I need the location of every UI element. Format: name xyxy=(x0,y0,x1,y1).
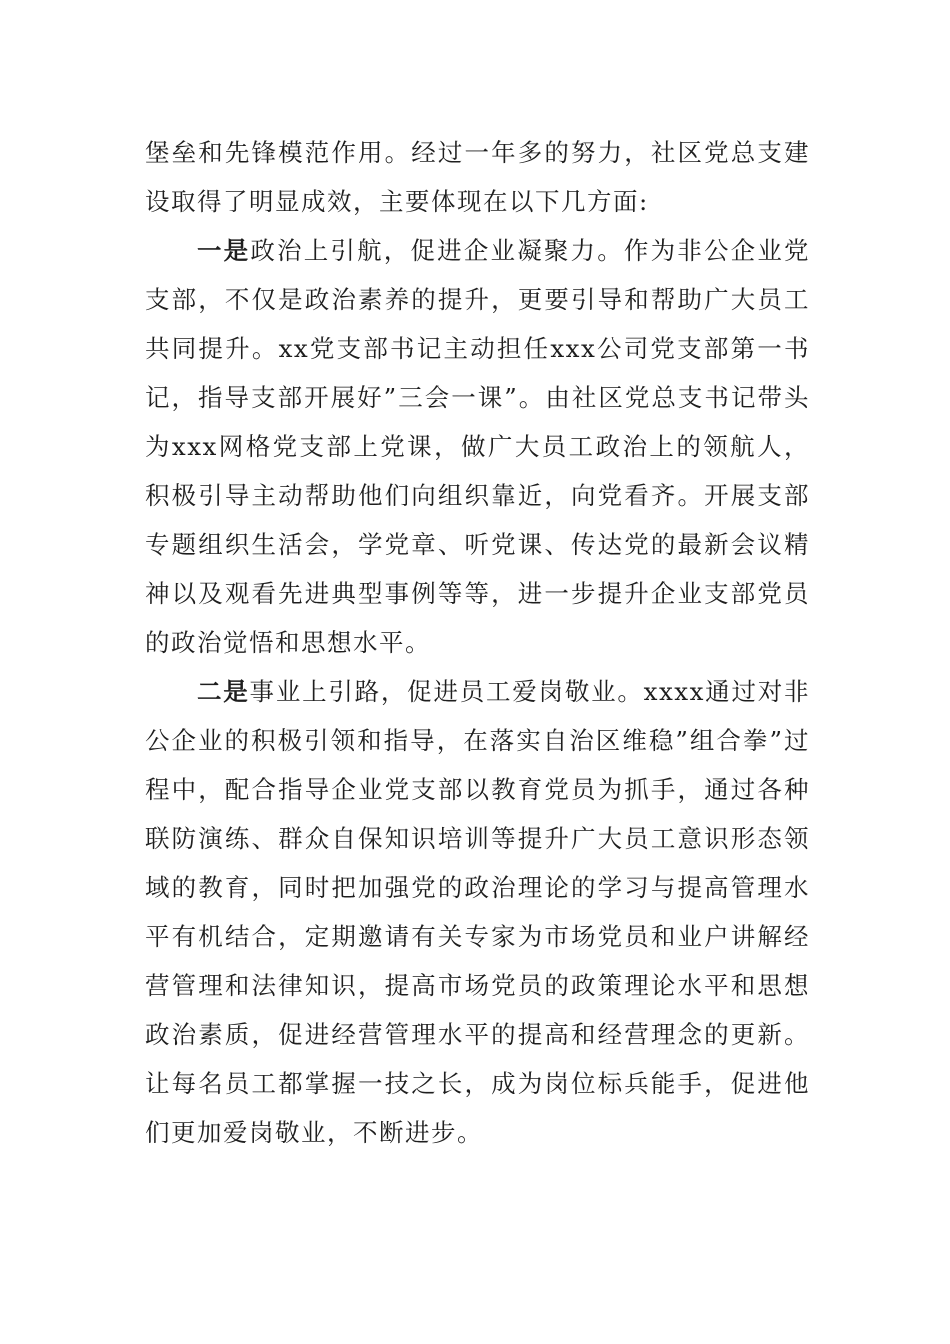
paragraph-intro xyxy=(145,128,810,226)
paragraph-point-one xyxy=(145,226,810,667)
paragraph-point-two xyxy=(145,667,810,1157)
document-body xyxy=(145,128,810,1157)
paragraph-point-two-text: 事业上引路，促进员工爱岗敬业。xxxx通过对非公企业的积极引领和指导，在落实自治区维稳”组合拳”过程中，配合指导企业党支部以教育党员为抓手，通过各种联防演练、群众自保知识培训等提升广大员工意识形态领域的教育，同时把加强党的政治理论的学习与提高管理水平有机结合，定期邀请有关专家为市场党员和业户讲解经营管理和法律知识，提高市场党员的政策理论水平和思想政治素质，促进经营管理水平的提高和经营理念的更新。让每名员工都掌握一技之长，成为岗位标兵能手，促进他们更加爱岗敬业，不断进步。 xyxy=(145,677,810,1147)
paragraph-point-one-lead: 一是 xyxy=(197,236,251,265)
paragraph-intro-text: 堡垒和先锋模范作用。经过一年多的努力，社区党总支建设取得了明显成效，主要体现在以下几方面: xyxy=(145,138,810,216)
paragraph-point-two-lead: 二是 xyxy=(197,677,250,706)
paragraph-point-one-text: 政治上引航，促进企业凝聚力。作为非公企业党支部，不仅是政治素养的提升，更要引导和帮助广大员工共同提升。xx党支部书记主动担任xxx公司党支部第一书记，指导支部开展好”三会一课”。由社区党总支书记带头为xxx网格党支部上党课，做广大员工政治上的领航人，积极引导主动帮助他们向组织靠近，向党看齐。开展支部专题组织生活会，学党章、听党课、传达党的最新会议精神以及观看先进典型事例等等，进一步提升企业支部党员的政治觉悟和思想水平。 xyxy=(145,236,811,657)
